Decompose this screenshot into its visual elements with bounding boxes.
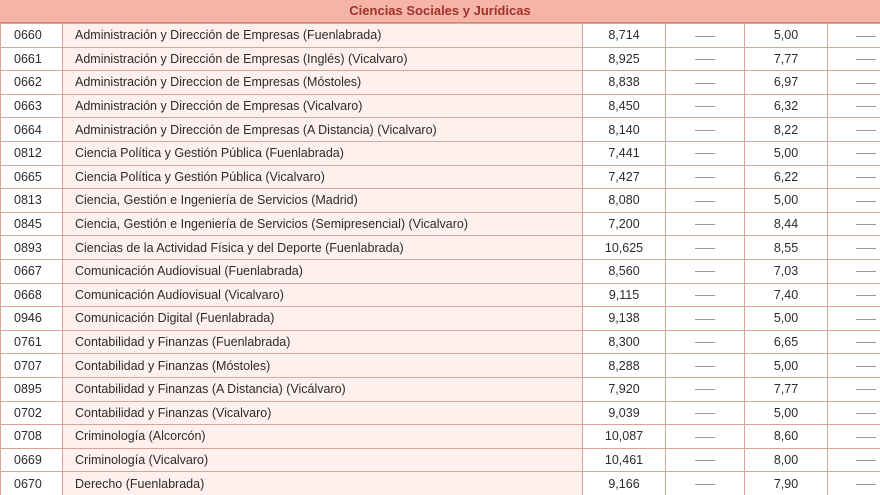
cutoff-grade-cell: 8,080 <box>583 189 666 213</box>
degree-code-cell: 0665 <box>1 165 63 189</box>
degree-name-cell: Contabilidad y Finanzas (Vicalvaro) <box>63 401 583 425</box>
degree-name-cell: Derecho (Fuenlabrada) <box>63 472 583 495</box>
cutoff-grade-cell: 7,90 <box>745 472 828 495</box>
dash-placeholder <box>856 59 876 60</box>
cutoff-grade-cell: 5,00 <box>745 141 828 165</box>
degree-code-cell: 0667 <box>1 259 63 283</box>
cutoff-grade-cell: 9,039 <box>583 401 666 425</box>
dash-placeholder <box>695 106 715 107</box>
degree-code-cell: 0813 <box>1 189 63 213</box>
degree-code-cell: 0663 <box>1 94 63 118</box>
degree-name-cell: Ciencia, Gestión e Ingeniería de Servicios (Madrid) <box>63 189 583 213</box>
dash-placeholder <box>856 83 876 84</box>
degree-code-cell: 0708 <box>1 425 63 449</box>
degree-code-cell: 0661 <box>1 47 63 71</box>
empty-cell <box>828 283 880 307</box>
dash-placeholder <box>695 460 715 461</box>
empty-cell <box>666 330 745 354</box>
dash-placeholder <box>695 366 715 367</box>
cutoff-grade-cell: 10,087 <box>583 425 666 449</box>
degree-name-cell: Administración y Dirección de Empresas (Vicalvaro) <box>63 94 583 118</box>
section-title: Ciencias Sociales y Jurídicas <box>349 3 531 18</box>
empty-cell <box>828 425 880 449</box>
degree-code-cell: 0946 <box>1 307 63 331</box>
cutoff-grade-cell: 7,427 <box>583 165 666 189</box>
table-row <box>1 71 880 95</box>
degree-name-cell: Ciencias de la Actividad Física y del Deporte (Fuenlabrada) <box>63 236 583 260</box>
empty-cell <box>828 401 880 425</box>
empty-cell <box>666 141 745 165</box>
dash-placeholder <box>856 153 876 154</box>
empty-cell <box>666 283 745 307</box>
dash-placeholder <box>856 130 876 131</box>
empty-cell <box>828 165 880 189</box>
empty-cell <box>666 71 745 95</box>
table-row <box>1 212 880 236</box>
cutoff-grade-cell: 7,40 <box>745 283 828 307</box>
cutoff-grade-cell: 7,77 <box>745 377 828 401</box>
dash-placeholder <box>695 389 715 390</box>
empty-cell <box>666 165 745 189</box>
cutoff-grade-cell: 8,44 <box>745 212 828 236</box>
degree-name-cell: Criminología (Vicalvaro) <box>63 448 583 472</box>
empty-cell <box>828 377 880 401</box>
dash-placeholder <box>856 271 876 272</box>
cutoff-grade-cell: 7,77 <box>745 47 828 71</box>
degree-code-cell: 0662 <box>1 71 63 95</box>
empty-cell <box>666 47 745 71</box>
table-row <box>1 425 880 449</box>
table-row <box>1 259 880 283</box>
cutoff-grade-cell: 9,138 <box>583 307 666 331</box>
dash-placeholder <box>856 413 876 414</box>
cutoff-grade-cell: 5,00 <box>745 354 828 378</box>
section-header <box>0 0 880 23</box>
empty-cell <box>828 236 880 260</box>
empty-cell <box>666 354 745 378</box>
degree-name-cell: Comunicación Digital (Fuenlabrada) <box>63 307 583 331</box>
cutoff-grade-cell: 8,288 <box>583 354 666 378</box>
cutoff-grade-cell: 5,00 <box>745 189 828 213</box>
empty-cell <box>666 472 745 495</box>
cutoff-grade-cell: 10,625 <box>583 236 666 260</box>
dash-placeholder <box>856 295 876 296</box>
cutoff-grade-cell: 7,920 <box>583 377 666 401</box>
dash-placeholder <box>856 366 876 367</box>
dash-placeholder <box>856 437 876 438</box>
degree-code-cell: 0707 <box>1 354 63 378</box>
dash-placeholder <box>695 437 715 438</box>
dash-placeholder <box>856 389 876 390</box>
empty-cell <box>666 425 745 449</box>
degree-code-cell: 0845 <box>1 212 63 236</box>
grades-table-body <box>1 24 880 495</box>
table-row <box>1 401 880 425</box>
degree-code-cell: 0702 <box>1 401 63 425</box>
empty-cell <box>666 212 745 236</box>
cutoff-grade-cell: 8,560 <box>583 259 666 283</box>
empty-cell <box>828 141 880 165</box>
empty-cell <box>828 24 880 48</box>
degree-code-cell: 0812 <box>1 141 63 165</box>
cutoff-grade-cell: 8,925 <box>583 47 666 71</box>
degree-name-cell: Contabilidad y Finanzas (Móstoles) <box>63 354 583 378</box>
degree-code-cell: 0670 <box>1 472 63 495</box>
cutoff-grade-cell: 6,22 <box>745 165 828 189</box>
table-row <box>1 24 880 48</box>
empty-cell <box>666 259 745 283</box>
dash-placeholder <box>695 484 715 485</box>
cutoff-grade-cell: 8,300 <box>583 330 666 354</box>
cutoff-grade-cell: 8,60 <box>745 425 828 449</box>
empty-cell <box>828 189 880 213</box>
table-row <box>1 189 880 213</box>
cutoff-grade-cell: 8,450 <box>583 94 666 118</box>
degree-code-cell: 0660 <box>1 24 63 48</box>
cutoff-grade-cell: 5,00 <box>745 307 828 331</box>
dash-placeholder <box>695 153 715 154</box>
table-row <box>1 47 880 71</box>
degree-code-cell: 0669 <box>1 448 63 472</box>
empty-cell <box>828 212 880 236</box>
dash-placeholder <box>695 83 715 84</box>
dash-placeholder <box>856 36 876 37</box>
degree-name-cell: Contabilidad y Finanzas (A Distancia) (Vicálvaro) <box>63 377 583 401</box>
table-row <box>1 94 880 118</box>
cutoff-grade-cell: 6,32 <box>745 94 828 118</box>
empty-cell <box>828 354 880 378</box>
cutoff-grade-cell: 6,97 <box>745 71 828 95</box>
dash-placeholder <box>695 130 715 131</box>
empty-cell <box>828 47 880 71</box>
dash-placeholder <box>695 271 715 272</box>
degree-code-cell: 0664 <box>1 118 63 142</box>
cutoff-grade-cell: 5,00 <box>745 401 828 425</box>
degree-name-cell: Administración y Direccion de Empresas (Móstoles) <box>63 71 583 95</box>
cutoff-grade-cell: 8,140 <box>583 118 666 142</box>
degree-name-cell: Administración y Dirección de Empresas (Fuenlabrada) <box>63 24 583 48</box>
empty-cell <box>666 118 745 142</box>
dash-placeholder <box>856 460 876 461</box>
empty-cell <box>828 94 880 118</box>
degree-code-cell: 0668 <box>1 283 63 307</box>
cutoff-grade-cell: 9,166 <box>583 472 666 495</box>
empty-cell <box>828 448 880 472</box>
dash-placeholder <box>856 201 876 202</box>
dash-placeholder <box>695 177 715 178</box>
cutoff-grade-cell: 8,22 <box>745 118 828 142</box>
empty-cell <box>828 472 880 495</box>
dash-placeholder <box>856 484 876 485</box>
table-row <box>1 307 880 331</box>
cutoff-grade-cell: 8,838 <box>583 71 666 95</box>
degree-name-cell: Ciencia Política y Gestión Pública (Vicalvaro) <box>63 165 583 189</box>
table-row <box>1 448 880 472</box>
dash-placeholder <box>856 319 876 320</box>
degree-name-cell: Administración y Dirección de Empresas (A Distancia) (Vicalvaro) <box>63 118 583 142</box>
empty-cell <box>666 448 745 472</box>
cutoff-grade-cell: 7,200 <box>583 212 666 236</box>
table-row <box>1 236 880 260</box>
cutoff-grade-cell: 6,65 <box>745 330 828 354</box>
table-row <box>1 141 880 165</box>
degree-name-cell: Contabilidad y Finanzas (Fuenlabrada) <box>63 330 583 354</box>
empty-cell <box>666 307 745 331</box>
dash-placeholder <box>695 36 715 37</box>
cutoff-grade-cell: 7,03 <box>745 259 828 283</box>
dash-placeholder <box>695 413 715 414</box>
cutoff-grade-cell: 5,00 <box>745 24 828 48</box>
dash-placeholder <box>856 342 876 343</box>
dash-placeholder <box>695 201 715 202</box>
dash-placeholder <box>856 177 876 178</box>
degree-code-cell: 0893 <box>1 236 63 260</box>
degree-name-cell: Ciencia, Gestión e Ingeniería de Servicios (Semipresencial) (Vicalvaro) <box>63 212 583 236</box>
dash-placeholder <box>695 342 715 343</box>
empty-cell <box>828 330 880 354</box>
empty-cell <box>666 401 745 425</box>
table-row <box>1 330 880 354</box>
dash-placeholder <box>695 59 715 60</box>
empty-cell <box>666 24 745 48</box>
empty-cell <box>828 259 880 283</box>
cutoff-grade-cell: 8,55 <box>745 236 828 260</box>
dash-placeholder <box>695 295 715 296</box>
degree-name-cell: Comunicación Audiovisual (Fuenlabrada) <box>63 259 583 283</box>
table-row <box>1 165 880 189</box>
table-row <box>1 377 880 401</box>
degree-name-cell: Comunicación Audiovisual (Vicalvaro) <box>63 283 583 307</box>
table-row <box>1 283 880 307</box>
empty-cell <box>828 71 880 95</box>
grades-table <box>0 23 880 495</box>
dash-placeholder <box>856 248 876 249</box>
empty-cell <box>828 307 880 331</box>
dash-placeholder <box>695 319 715 320</box>
table-row <box>1 118 880 142</box>
table-row <box>1 354 880 378</box>
degree-name-cell: Criminología (Alcorcón) <box>63 425 583 449</box>
dash-placeholder <box>856 224 876 225</box>
dash-placeholder <box>856 106 876 107</box>
degree-name-cell: Administración y Dirección de Empresas (Inglés) (Vicalvaro) <box>63 47 583 71</box>
degree-code-cell: 0761 <box>1 330 63 354</box>
dash-placeholder <box>695 224 715 225</box>
empty-cell <box>666 377 745 401</box>
cutoff-grade-cell: 8,00 <box>745 448 828 472</box>
empty-cell <box>666 189 745 213</box>
cutoff-grade-cell: 10,461 <box>583 448 666 472</box>
cutoff-grade-cell: 8,714 <box>583 24 666 48</box>
degree-name-cell: Ciencia Política y Gestión Pública (Fuenlabrada) <box>63 141 583 165</box>
cutoff-grade-cell: 9,115 <box>583 283 666 307</box>
empty-cell <box>666 94 745 118</box>
empty-cell <box>828 118 880 142</box>
cutoff-grade-cell: 7,441 <box>583 141 666 165</box>
degree-code-cell: 0895 <box>1 377 63 401</box>
empty-cell <box>666 236 745 260</box>
dash-placeholder <box>695 248 715 249</box>
table-row <box>1 472 880 495</box>
